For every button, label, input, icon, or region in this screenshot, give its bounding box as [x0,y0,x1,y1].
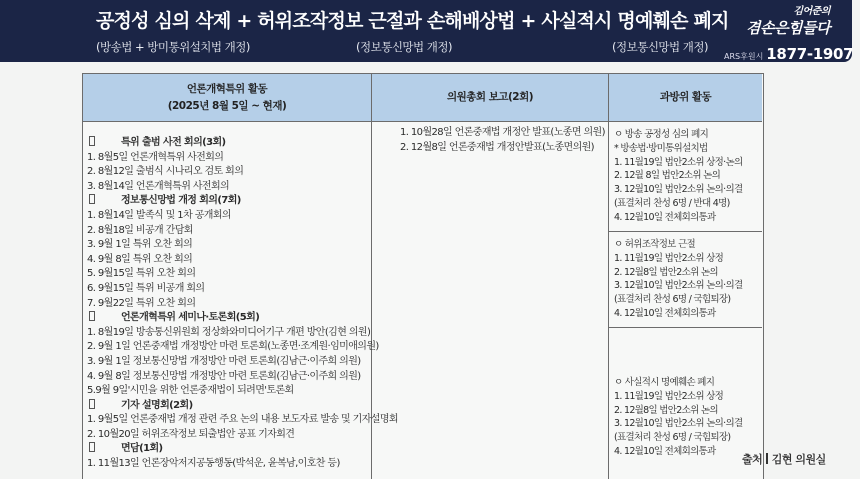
list-item: 4. 12월10일 전체회의통과 [614,307,716,319]
list-item: 1. 11월13일 언론장악저지공동행동(박석운, 윤복남,이호찬 등) [87,458,340,470]
block-disinformation [609,232,762,328]
source-label: 출처 [742,453,763,466]
list-item: 1. 11월19일 법안2소위 상정 [614,252,724,264]
activity-table [82,73,764,479]
list-item: 2. 12월8일 법안2소위 논의 [614,266,718,278]
banner-title: 공정성 심의 삭제 + 허위조작정보 근절과 손해배상법 + 사실적시 명예훼손 폐지 [96,10,729,32]
header-title: 의원총회 보고(2회) [446,91,534,103]
section-heading: 언론개혁특위 세미나·토론회(5회) [87,311,367,326]
list-item: 6. 9월15일 특위 비공개 회의 [87,282,205,294]
block-note: * 방송법·방미통위설치법 [614,142,708,154]
list-item: 3. 12월10일 법안2소위 논의·의결 [614,280,743,292]
logo-line-2: 겸손은힘들다 [746,19,830,37]
list-item: 3. 9월 1일 특위 오찬 회의 [87,239,193,251]
list-item: 2. 8월18일 비공개 간담회 [87,224,193,236]
source-credit [742,451,826,467]
list-item: 4. 9월 8일 특위 오찬 회의 [87,253,193,265]
press-reform-list [83,122,398,472]
list-item: 1. 11월19일 법안2소위 상정 [614,390,724,402]
vote-note: (표결처리 찬성 6명 / 국힘퇴장) [614,294,731,306]
list-item: 4. 9월 8일 정보통신망법 개정방안 마련 토론회(김남근·이주희 의원) [87,370,361,382]
checkbox-icon [89,136,95,146]
block-heading: ㅇ 사실적시 명예훼손 폐지 [614,377,715,388]
list-item: 2. 10월20일 허위조작정보 퇴출법안 공표 기자회견 [87,428,295,440]
list-item: 3. 12월10일 법안2소위 논의·의결 [614,184,743,196]
list-item: 3. 12월10일 법안2소위 논의·의결 [614,418,743,430]
vote-note: (표결처리 찬성 6명 / 국힘퇴장) [614,432,731,444]
list-item: 1. 8월5일 언론개혁특위 사전회의 [87,151,224,163]
list-item: 4. 12월10일 전체회의통과 [614,445,716,457]
ars-label: ARS후원시 [724,52,764,61]
show-logo [700,4,830,40]
list-item: 1. 11월19일 법안2소위 상정·논의 [614,156,743,168]
list-item: 3. 8월14일 언론개혁특위 사전회의 [87,180,230,192]
list-item: 2. 12월 8일 법안2소위 논의 [614,170,721,182]
section-heading: 정보통신망법 개정 회의(7회) [87,194,367,209]
column-science-committee [609,74,762,479]
ars-number: 1877-1907 [766,45,854,63]
separator [766,453,768,464]
column-header-press-reform [83,74,371,122]
column-caucus-report [372,74,609,479]
block-heading: ㅇ 방송 공정성 심의 폐지 [614,129,709,140]
list-item: 2. 12월8일 법안2소위 논의 [614,404,718,416]
list-item: 4. 12월10일 전체회의통과 [614,211,716,223]
banner-subtitle-3: (정보통신망법 개정) [612,40,708,54]
banner-subtitle-2: (정보통신망법 개정) [356,40,452,54]
list-item: 2. 12월8일 언론중재법 개정안발표(노종면의원) [400,141,594,153]
column-press-reform [83,74,398,479]
caucus-report-list [372,122,608,155]
list-item: 5.9월 9일'시민을 위한 언론중재법이 되려면'토론회 [87,385,294,397]
list-item: 1. 8월14일 발족식 및 1차 공개회의 [87,209,231,221]
checkbox-icon [89,399,95,409]
header-title: 과방위 활동 [659,91,712,103]
news-banner [0,0,852,62]
list-item: 1. 10월28일 언론중재법 개정안 발표(노종면 의원) [400,127,605,138]
header-title: 언론개혁특위 활동 [186,82,268,95]
list-item: 3. 9월 1일 정보통신망법 개정방안 마련 토론회(김남근·이주희 의원) [87,355,361,367]
ars-donation [724,44,853,63]
checkbox-icon [89,194,95,204]
block-heading: ㅇ 허위조작정보 근절 [614,239,695,250]
logo-line-1: 김어준의 [793,6,830,17]
column-header-science-committee [609,74,762,122]
section-heading: 면담(1회) [87,442,367,457]
source-value: 김현 의원실 [771,453,826,466]
block-defamation [609,328,762,459]
section-heading: 기자 설명회(2회) [87,399,367,414]
list-item: 2. 9월 1일 언론중재법 개정방안 마련 토론회(노종면·조계원·임미애의원) [87,341,379,353]
checkbox-icon [89,442,95,452]
list-item: 1. 8월19일 방송통신위원회 정상화와미디어기구 개편 방안(김현 의원) [87,326,371,338]
header-period: (2025년 8월 5일 ~ 현재) [167,99,287,112]
block-broadcast-fairness [609,122,762,232]
banner-subtitle-1: (방송법 + 방미통위설치법 개정) [96,40,250,54]
list-item: 1. 9월5일 언론중재법 개정 관련 주요 논의 내용 보도자료 발송 및 기자설명회 [87,414,398,426]
list-item: 7. 9월22일 특위 오찬 회의 [87,297,196,309]
column-header-caucus-report [372,74,608,122]
list-item: 5. 9월15일 특위 오찬 회의 [87,268,196,280]
section-heading: 특위 출범 사전 회의(3회) [87,136,367,151]
list-item: 2. 8월12일 출범식 시나리오 검토 회의 [87,166,244,178]
checkbox-icon [89,311,95,321]
vote-note: (표결처리 찬성 6명 / 반대 4명) [614,197,730,209]
